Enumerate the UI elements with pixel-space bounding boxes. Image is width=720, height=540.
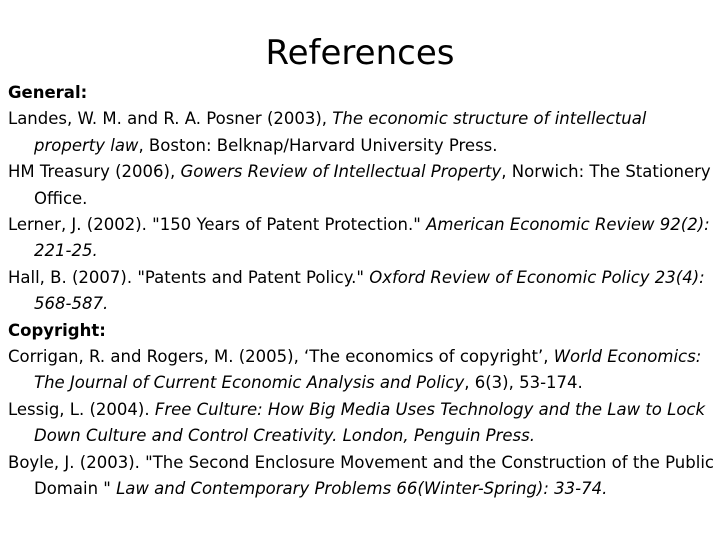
reference-italic: The economic structure of intellectual property law	[34, 109, 647, 155]
reference-text: Lessig, L. (2004).	[8, 399, 155, 419]
reference-entry	[8, 159, 714, 212]
reference-entry	[8, 106, 714, 159]
reference-italic: American Economic Review 92(2): 221-25.	[34, 215, 710, 261]
reference-entry	[8, 450, 714, 503]
section-heading-general: General:	[8, 83, 88, 102]
reference-italic: Gowers Review of Intellectual Property	[180, 162, 502, 182]
reference-italic: Law and Contemporary Problems 66(Winter-Spring): 33-74.	[116, 479, 608, 499]
reference-entry	[8, 344, 714, 397]
reference-text: HM Treasury (2006),	[8, 162, 181, 182]
reference-text: Hall, B. (2007). "Patents and Patent Policy."	[8, 267, 370, 287]
reference-entry	[8, 212, 714, 265]
reference-text: , Boston: Belknap/Harvard University Press.	[138, 135, 498, 155]
reference-italic: Oxford Review of Economic Policy 23(4): 568-587.	[34, 267, 705, 314]
reference-text: Lerner, J. (2002). "150 Years of Patent Protection."	[8, 215, 427, 235]
reference-italic: World Economics: The Journal of Current Economic Analysis and Policy	[34, 347, 702, 393]
reference-text: Corrigan, R. and Rogers, M. (2005), ‘The economics of copyright’,	[8, 347, 554, 367]
reference-entry	[8, 265, 714, 318]
slide-title: References	[265, 33, 455, 73]
reference-text: Landes, W. M. and R. A. Posner (2003),	[8, 109, 333, 129]
reference-text: , 6(3), 53-174.	[464, 373, 583, 393]
section-heading-copyright: Copyright:	[8, 320, 106, 340]
reference-text: Boyle, J. (2003). "The Second Enclosure Movement and the Construction of the Public Domain "	[8, 452, 714, 499]
reference-entry	[8, 397, 714, 450]
reference-italic: Free Culture: How Big Media Uses Technology and the Law to Lock Down Culture and Control Creativity. London, Penguin Press.	[34, 399, 706, 446]
reference-text: , Norwich: The Stationery Office.	[34, 162, 711, 208]
references-list	[8, 80, 714, 503]
